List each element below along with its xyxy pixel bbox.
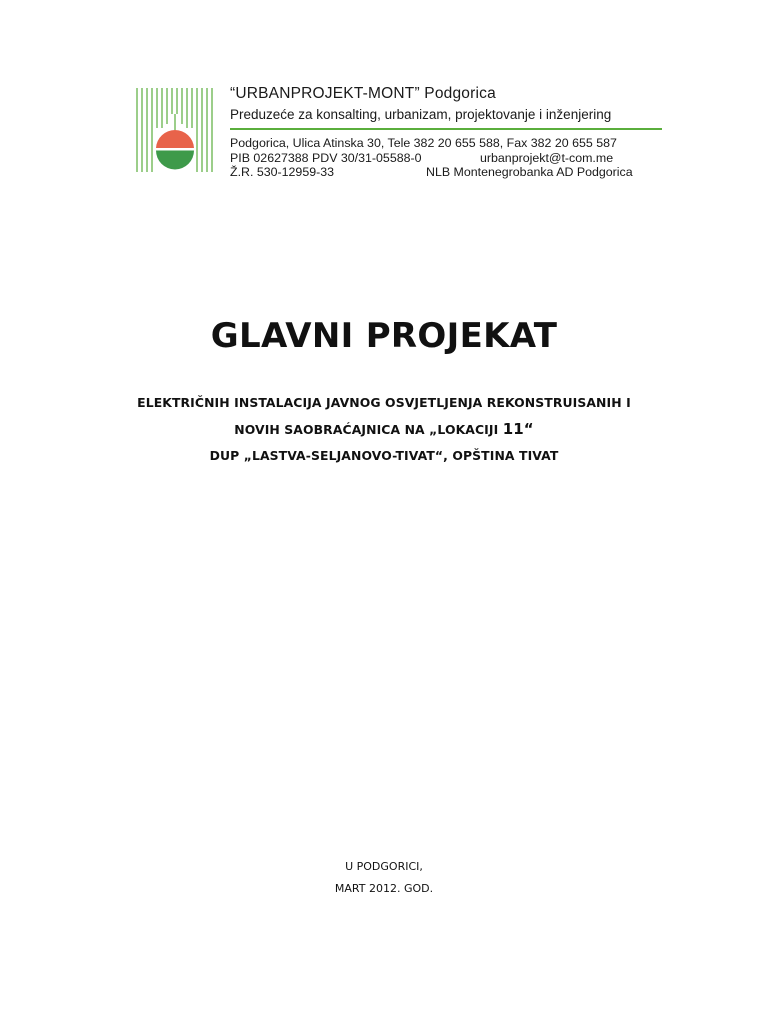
date: MART 2012. GOD.: [334, 882, 434, 895]
address: Podgorica, Ulica Atinska 30, Tele 382 20 655 588, Fax 382 20 655 587: [230, 136, 617, 150]
pib-pdv: PIB 02627388 PDV 30/31-05588-0: [230, 150, 422, 165]
document-subtitle: [0, 390, 768, 469]
company-logo-icon: [134, 84, 214, 176]
tax-line: [230, 151, 670, 166]
letterhead: [134, 84, 674, 184]
subtitle-line-2-prefix: NOVIH SAOBRAĆAJNICA NA „LOKACIJI: [234, 422, 503, 437]
company-info: [230, 84, 670, 180]
subtitle-line-3: DUP „LASTVA-SELJANOVO-TIVAT“, OPŠTINA TIVAT: [209, 448, 559, 463]
email: urbanprojekt@t-com.me: [480, 150, 614, 165]
subtitle-line-2-suffix: “: [523, 420, 534, 438]
company-name: “URBANPROJEKT-MONT” Podgorica: [230, 85, 496, 102]
bank-name: NLB Montenegrobanka AD Podgorica: [426, 165, 633, 179]
divider: [230, 128, 662, 130]
company-description: Preduzeće za konsalting, urbanizam, projektovanje i inženjering: [230, 107, 612, 122]
bank-line: [230, 165, 670, 180]
subtitle-line-1: ELEKTRIČNIH INSTALACIJA JAVNOG OSVJETLJENJA REKONSTRUISANIH I: [137, 395, 631, 410]
bank-account: Ž.R. 530-12959-33: [230, 165, 335, 179]
address-line: [230, 136, 670, 151]
subtitle-line-2: [0, 416, 768, 443]
place: U PODGORICI,: [345, 860, 423, 873]
document-footer: [0, 856, 768, 900]
document-title: GLAVNI PROJEKAT: [210, 316, 558, 356]
location-number: 11: [502, 420, 524, 438]
